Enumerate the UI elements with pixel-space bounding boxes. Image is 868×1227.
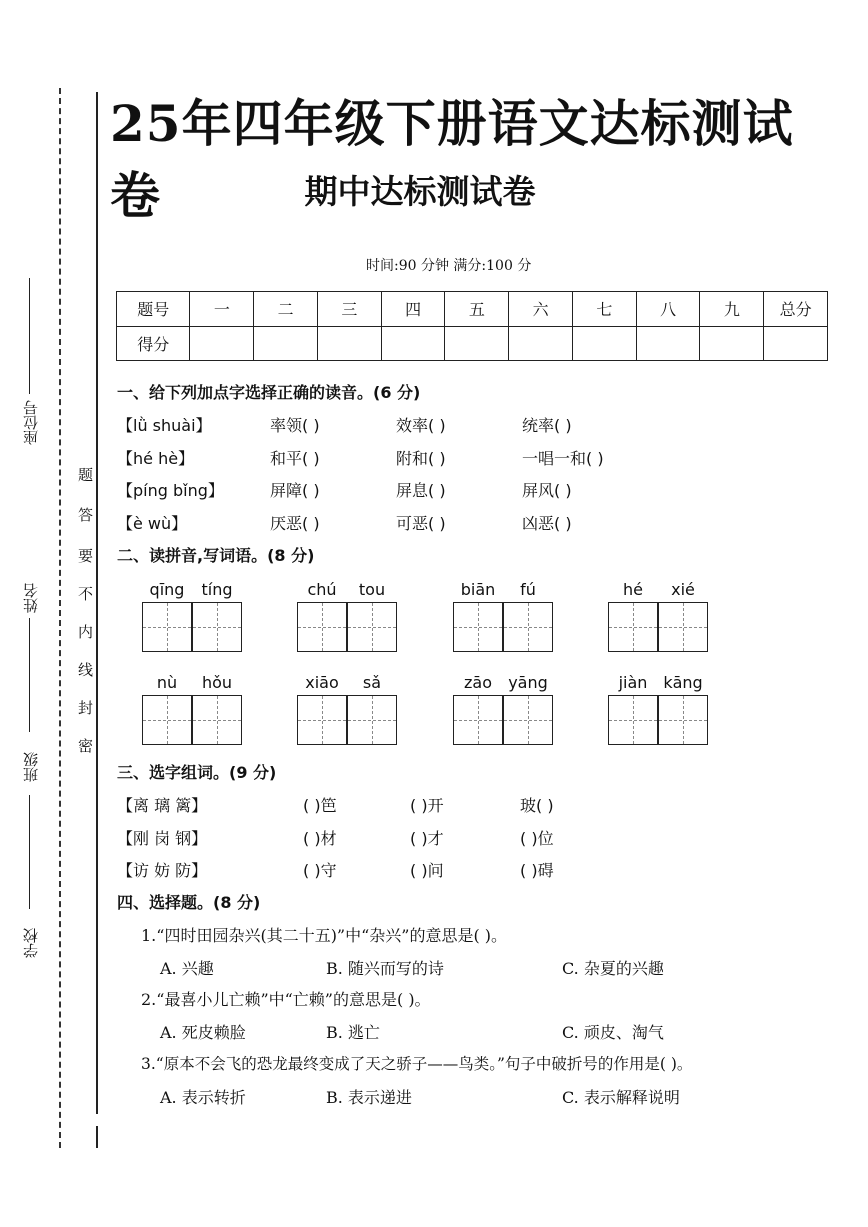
word-blank-item[interactable]: ( )问 bbox=[410, 861, 444, 880]
score-cell[interactable] bbox=[700, 326, 764, 361]
score-cell[interactable] bbox=[764, 326, 828, 361]
pinyin-syllable: chú bbox=[307, 580, 337, 599]
pinyin-options: 【hé hè】 bbox=[117, 449, 195, 468]
table-cell: 三 bbox=[317, 292, 381, 327]
writing-grid[interactable] bbox=[142, 602, 192, 652]
question-text: 3.“原本不会飞的恐龙最终变成了天之骄子——鸟类。”句子中破折号的作用是( )。 bbox=[141, 1055, 693, 1073]
word-blank-item[interactable]: ( )开 bbox=[410, 796, 444, 815]
reading-item[interactable]: 一唱一和( ) bbox=[522, 449, 604, 468]
pinyin-syllable: qīng bbox=[149, 580, 185, 599]
reading-item[interactable]: 厌恶( ) bbox=[270, 514, 320, 533]
word-blank-item[interactable]: ( )材 bbox=[303, 829, 337, 848]
margin-border-line-bottom bbox=[96, 1126, 98, 1148]
seal-char: 线 bbox=[78, 661, 94, 679]
reading-item[interactable]: 附和( ) bbox=[396, 449, 446, 468]
table-cell: 五 bbox=[445, 292, 509, 327]
reading-item[interactable]: 可恶( ) bbox=[396, 514, 446, 533]
writing-grid[interactable] bbox=[503, 602, 553, 652]
section-heading-1: 一、给下列加点字选择正确的读音。(6 分) bbox=[117, 383, 421, 402]
score-cell[interactable] bbox=[445, 326, 509, 361]
seal-char: 题 bbox=[78, 466, 94, 484]
writing-grid[interactable] bbox=[192, 602, 242, 652]
seal-char: 答 bbox=[78, 506, 94, 524]
pinyin-syllable: hǒu bbox=[201, 673, 233, 692]
pinyin-options: 【lǜ shuài】 bbox=[117, 416, 212, 435]
score-cell[interactable] bbox=[317, 326, 381, 361]
name-blank[interactable] bbox=[29, 618, 30, 732]
table-cell: 六 bbox=[509, 292, 573, 327]
section-heading-4: 四、选择题。(8 分) bbox=[117, 893, 261, 912]
answer-option[interactable]: B. 逃亡 bbox=[326, 1023, 380, 1042]
seal-char: 密 bbox=[78, 737, 94, 755]
reading-item[interactable]: 统率( ) bbox=[522, 416, 572, 435]
margin-border-line bbox=[96, 92, 98, 1114]
writing-grid[interactable] bbox=[608, 602, 658, 652]
table-cell: 八 bbox=[636, 292, 700, 327]
writing-grid[interactable] bbox=[192, 695, 242, 745]
answer-option[interactable]: C. 杂夏的兴趣 bbox=[562, 959, 664, 978]
table-cell: 七 bbox=[572, 292, 636, 327]
reading-item[interactable]: 效率( ) bbox=[396, 416, 446, 435]
writing-grid[interactable] bbox=[347, 602, 397, 652]
pinyin-syllable: nù bbox=[156, 673, 178, 692]
name-label: 姓名 bbox=[22, 583, 40, 613]
writing-grid[interactable] bbox=[503, 695, 553, 745]
writing-grid[interactable] bbox=[142, 695, 192, 745]
char-options: 【离 璃 篱】 bbox=[117, 796, 208, 815]
pinyin-syllable: jiàn bbox=[618, 673, 648, 692]
pinyin-syllable: kāng bbox=[663, 673, 703, 692]
time-score-info: 时间:90 分钟 满分:100 分 bbox=[366, 258, 532, 274]
page-subtitle: 期中达标测试卷 bbox=[304, 172, 536, 211]
answer-option[interactable]: C. 顽皮、淘气 bbox=[562, 1023, 664, 1042]
word-blank-item[interactable]: ( )碍 bbox=[520, 861, 554, 880]
score-cell[interactable] bbox=[381, 326, 445, 361]
answer-option[interactable]: B. 随兴而写的诗 bbox=[326, 959, 444, 978]
reading-item[interactable]: 屏风( ) bbox=[522, 481, 572, 500]
class-label: 班级 bbox=[22, 752, 40, 782]
pinyin-syllable: biān bbox=[460, 580, 496, 599]
page-title: 25年四年级下册语文达标测试卷 bbox=[110, 94, 794, 225]
table-cell: 二 bbox=[254, 292, 318, 327]
score-table-header-row bbox=[117, 292, 828, 327]
score-cell[interactable] bbox=[190, 326, 254, 361]
score-cell[interactable] bbox=[509, 326, 573, 361]
writing-grid[interactable] bbox=[453, 602, 503, 652]
seal-char: 要 bbox=[78, 547, 94, 565]
answer-option[interactable]: C. 表示解释说明 bbox=[562, 1088, 680, 1107]
pinyin-syllable: fú bbox=[520, 580, 536, 599]
score-cell[interactable] bbox=[254, 326, 318, 361]
section-heading-2: 二、读拼音,写词语。(8 分) bbox=[117, 546, 315, 565]
writing-grid[interactable] bbox=[453, 695, 503, 745]
score-cell[interactable] bbox=[572, 326, 636, 361]
pinyin-syllable: tou bbox=[358, 580, 386, 599]
writing-grid[interactable] bbox=[297, 695, 347, 745]
seat-number-blank[interactable] bbox=[29, 278, 30, 394]
char-options: 【访 妨 防】 bbox=[117, 861, 208, 880]
table-cell: 总分 bbox=[764, 292, 828, 327]
answer-option[interactable]: A. 表示转折 bbox=[160, 1088, 246, 1107]
question-text: 2.“最喜小儿亡赖”中“亡赖”的意思是( )。 bbox=[141, 990, 431, 1009]
reading-item[interactable]: 和平( ) bbox=[270, 449, 320, 468]
word-blank-item[interactable]: 玻( ) bbox=[520, 796, 554, 815]
writing-grid[interactable] bbox=[658, 602, 708, 652]
word-blank-item[interactable]: ( )才 bbox=[410, 829, 444, 848]
question-text: 1.“四时田园杂兴(其二十五)”中“杂兴”的意思是( )。 bbox=[141, 926, 508, 945]
writing-grid[interactable] bbox=[608, 695, 658, 745]
table-cell: 得分 bbox=[117, 326, 190, 361]
score-table bbox=[116, 291, 828, 361]
score-table-score-row bbox=[117, 326, 828, 361]
reading-item[interactable]: 屏障( ) bbox=[270, 481, 320, 500]
score-cell[interactable] bbox=[636, 326, 700, 361]
answer-option[interactable]: A. 兴趣 bbox=[160, 959, 214, 978]
reading-item[interactable]: 率领( ) bbox=[270, 416, 320, 435]
pinyin-options: 【píng bǐng】 bbox=[117, 481, 224, 500]
pinyin-options: 【è wù】 bbox=[117, 514, 188, 533]
reading-item[interactable]: 凶恶( ) bbox=[522, 514, 572, 533]
word-blank-item[interactable]: ( )笆 bbox=[303, 796, 337, 815]
pinyin-syllable: sǎ bbox=[362, 673, 382, 692]
writing-grid[interactable] bbox=[347, 695, 397, 745]
section-heading-3: 三、选字组词。(9 分) bbox=[117, 763, 277, 782]
pinyin-syllable: zāo bbox=[464, 673, 492, 692]
school-label: 学校 bbox=[22, 928, 40, 958]
table-cell: 四 bbox=[381, 292, 445, 327]
writing-grid[interactable] bbox=[297, 602, 347, 652]
seal-char: 内 bbox=[78, 623, 94, 641]
reading-item[interactable]: 屏息( ) bbox=[396, 481, 446, 500]
pinyin-syllable: tíng bbox=[201, 580, 233, 599]
table-cell: 一 bbox=[190, 292, 254, 327]
answer-option[interactable]: A. 死皮赖脸 bbox=[160, 1023, 246, 1042]
seal-char: 不 bbox=[78, 585, 94, 603]
char-options: 【刚 岗 钢】 bbox=[117, 829, 208, 848]
word-blank-item[interactable]: ( )位 bbox=[520, 829, 554, 848]
pinyin-syllable: xié bbox=[671, 580, 695, 599]
word-blank-item[interactable]: ( )守 bbox=[303, 861, 337, 880]
writing-grid[interactable] bbox=[658, 695, 708, 745]
seal-char: 封 bbox=[78, 699, 94, 717]
pinyin-syllable: yāng bbox=[508, 673, 548, 692]
pinyin-syllable: hé bbox=[623, 580, 643, 599]
answer-option[interactable]: B. 表示递进 bbox=[326, 1088, 412, 1107]
table-cell: 题号 bbox=[117, 292, 190, 327]
table-cell: 九 bbox=[700, 292, 764, 327]
dashed-cut-line bbox=[59, 88, 61, 1148]
seat-number-label: 座位号 bbox=[22, 400, 40, 445]
class-blank[interactable] bbox=[29, 795, 30, 909]
pinyin-syllable: xiāo bbox=[305, 673, 339, 692]
